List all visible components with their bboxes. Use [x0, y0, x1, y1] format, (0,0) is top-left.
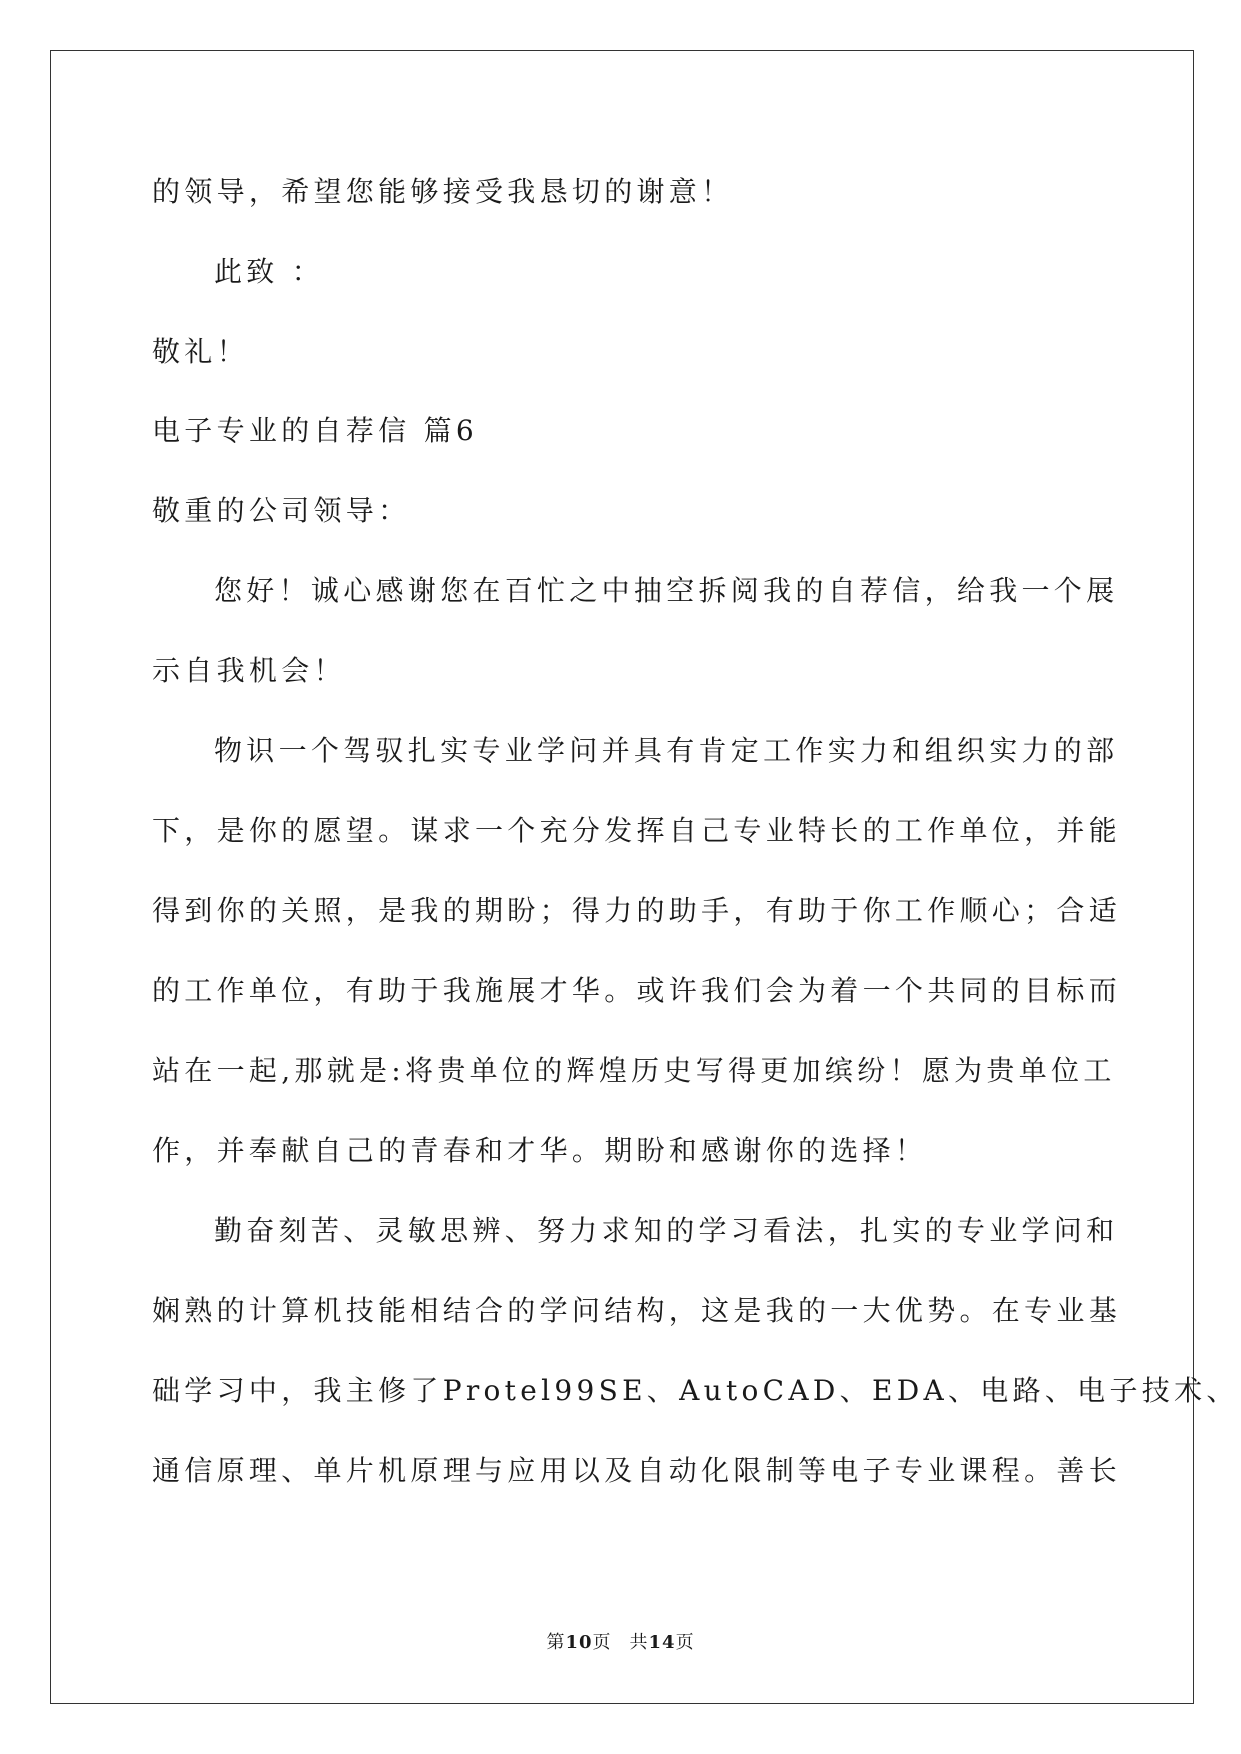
text-line-17: 通信原理、单片机原理与应用以及自动化限制等电子专业课程。善长 — [152, 1454, 1122, 1487]
text-line-1: 的领导，希望您能够接受我恳切的谢意！ — [152, 175, 734, 208]
text-line-15: 娴熟的计算机技能相结合的学问结构，这是我的一大优势。在专业基 — [152, 1294, 1122, 1327]
footer-page-current: 10 — [565, 1632, 593, 1653]
text-line-14: 勤奋刻苦、灵敏思辨、努力求知的学习看法，扎实的专业学问和 — [214, 1214, 1119, 1247]
footer-total-suffix: 页 — [675, 1632, 695, 1653]
text-line-8: 物识一个驾驭扎实专业学问并具有肯定工作实力和组织实力的部 — [214, 734, 1119, 767]
footer-page-mid: 页 — [592, 1632, 612, 1653]
footer-total-prefix: 共 — [629, 1632, 649, 1653]
text-line-6: 您好！诚心感谢您在百忙之中抽空拆阅我的自荐信，给我一个展 — [214, 574, 1119, 607]
footer-page-total: 14 — [648, 1632, 676, 1653]
text-line-12: 站在一起,那就是:将贵单位的辉煌历史写得更加缤纷！愿为贵单位工 — [152, 1054, 1116, 1087]
section-heading: 电子专业的自荐信 篇6 — [152, 414, 479, 447]
footer-page-prefix: 第 — [546, 1632, 566, 1653]
page-footer — [0, 1631, 1241, 1655]
text-line-9: 下，是你的愿望。谋求一个充分发挥自己专业特长的工作单位，并能 — [152, 814, 1122, 847]
text-line-13: 作，并奉献自己的青春和才华。期盼和感谢你的选择！ — [152, 1134, 928, 1167]
text-line-11: 的工作单位，有助于我施展才华。或许我们会为着一个共同的目标而 — [152, 974, 1122, 1007]
text-line-7: 示自我机会！ — [152, 654, 346, 687]
greeting-line: 敬重的公司领导： — [152, 494, 411, 527]
closing-regards: 敬礼！ — [152, 335, 249, 368]
closing-salutation: 此致 ： — [214, 255, 325, 288]
text-line-16: 础学习中，我主修了Protel99SE、AutoCAD、EDA、电路、电子技术、 — [152, 1374, 1239, 1407]
text-line-10: 得到你的关照，是我的期盼；得力的助手，有助于你工作顺心；合适 — [152, 894, 1122, 927]
